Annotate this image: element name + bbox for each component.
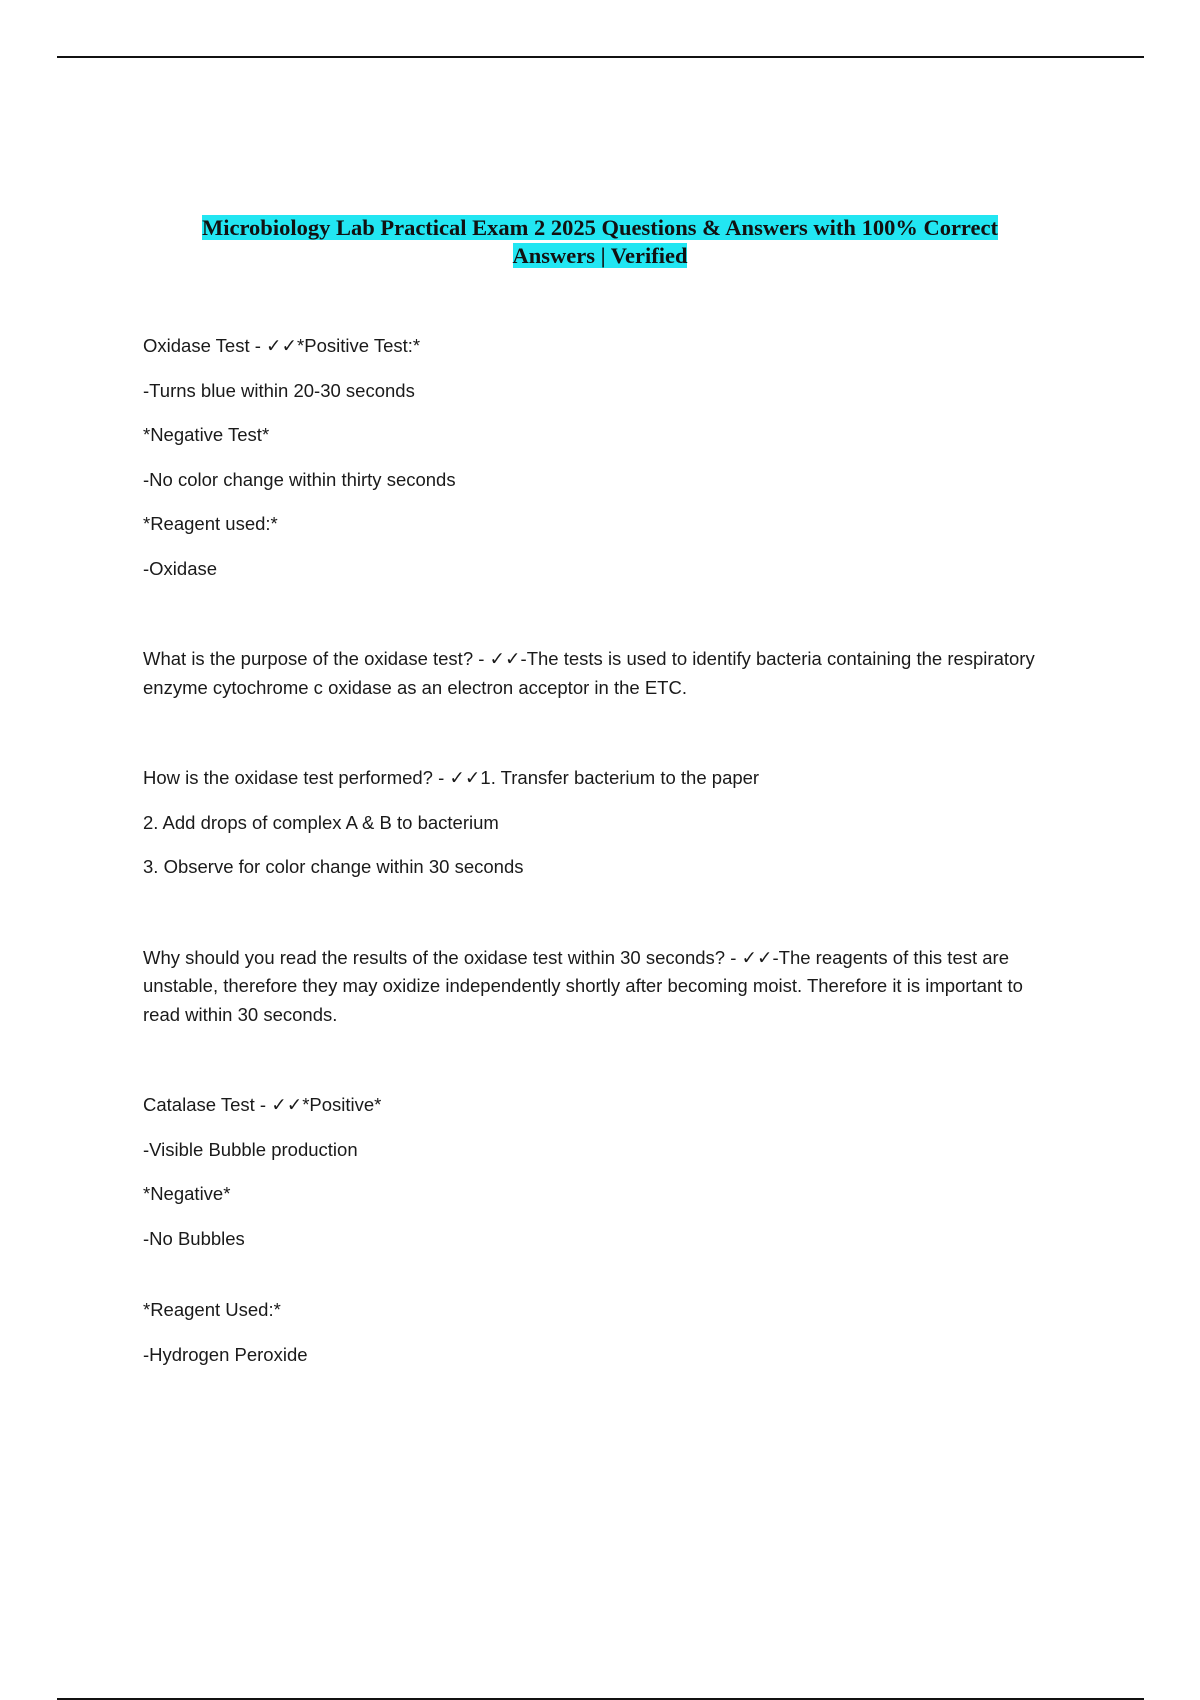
catalase-reagent-value: -Hydrogen Peroxide [143,1343,308,1365]
purpose-question-answer: What is the purpose of the oxidase test? - ✓✓-The tests is used to identify bacteria containing the respiratory enzyme cytochrome c oxidase as an electron acceptor in the ETC. [143,648,1035,698]
catalase-negative-result: -No Bubbles [143,1227,245,1249]
oxidase-positive-result: -Turns blue within 20-30 seconds [143,379,415,401]
document-body [143,332,1043,1369]
purpose-block [143,645,1043,702]
oxidase-negative-label: *Negative Test* [143,424,270,445]
catalase-test-heading: Catalase Test - ✓✓*Positive* [143,1094,382,1115]
why-30-seconds-question-answer: Why should you read the results of the oxidase test within 30 seconds? - ✓✓-The reagents of this test are unstable, therefore they may oxidize independently shortly after becoming moist. Therefore it is important to read within 30 seconds. [143,946,1023,1025]
catalase-reagent-label: *Reagent Used:* [143,1299,281,1320]
oxidase-negative-result: -No color change within thirty seconds [143,468,456,490]
performed-step-1: How is the oxidase test performed? - ✓✓1. Transfer bacterium to the paper [143,767,760,788]
oxidase-test-heading: Oxidase Test - ✓✓*Positive Test:* [143,335,421,356]
performed-step-2: 2. Add drops of complex A & B to bacterium [143,811,499,833]
oxidase-reagent-value: -Oxidase [143,557,218,579]
oxidase-reagent-label: *Reagent used:* [143,513,278,534]
performed-block [143,764,1043,882]
title-line-2: Answers | Verified [512,243,688,268]
catalase-negative-label: *Negative* [143,1183,231,1204]
why-30-seconds-block [143,944,1043,1030]
catalase-test-block [143,1091,1043,1369]
document-title [120,214,1080,270]
oxidase-test-block [143,332,1043,583]
performed-step-3: 3. Observe for color change within 30 seconds [143,856,524,877]
catalase-positive-result: -Visible Bubble production [143,1138,358,1160]
title-line-1: Microbiology Lab Practical Exam 2 2025 Questions & Answers with 100% Correct [202,215,998,240]
top-divider [57,56,1144,58]
